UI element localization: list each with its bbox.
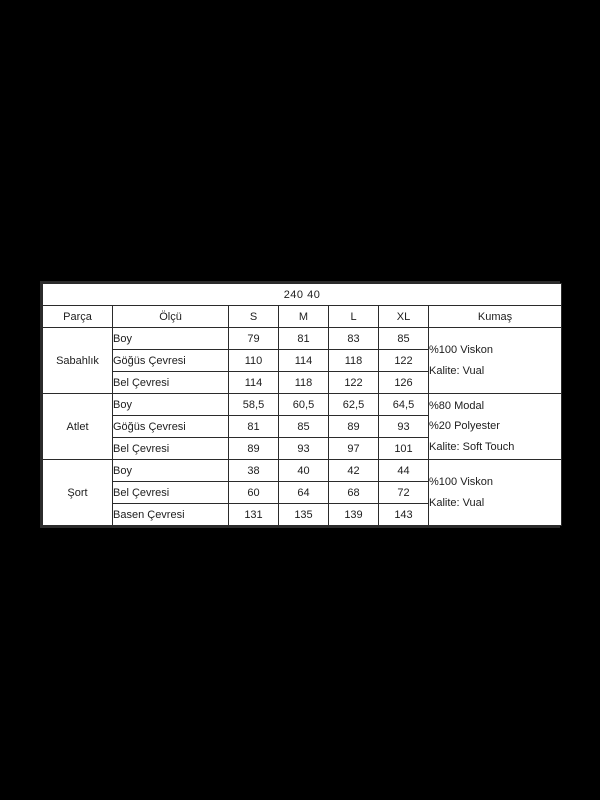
table-row (43, 394, 562, 416)
value-s: 89 (229, 438, 279, 460)
value-l: 42 (329, 460, 379, 482)
measure-label: Boy (113, 460, 229, 482)
header-size-m: M (279, 306, 329, 328)
value-l: 62,5 (329, 394, 379, 416)
value-xl: 93 (379, 416, 429, 438)
value-l: 118 (329, 350, 379, 372)
value-xl: 72 (379, 482, 429, 504)
value-l: 68 (329, 482, 379, 504)
fabric-line: Kalite: Vual (429, 364, 485, 377)
value-xl: 64,5 (379, 394, 429, 416)
header-size-l: L (329, 306, 379, 328)
value-m: 114 (279, 350, 329, 372)
header-fabric: Kumaş (429, 306, 562, 328)
value-s: 58,5 (229, 394, 279, 416)
measure-label: Göğüs Çevresi (113, 350, 229, 372)
table-title-row (43, 284, 562, 306)
value-l: 139 (329, 504, 379, 526)
value-s: 114 (229, 372, 279, 394)
measure-label: Bel Çevresi (113, 372, 229, 394)
size-chart-table (42, 283, 562, 526)
value-xl: 143 (379, 504, 429, 526)
fabric-info-0 (429, 328, 562, 394)
value-l: 83 (329, 328, 379, 350)
fabric-line: Kalite: Vual (429, 496, 485, 509)
value-xl: 122 (379, 350, 429, 372)
value-m: 135 (279, 504, 329, 526)
value-s: 38 (229, 460, 279, 482)
value-l: 97 (329, 438, 379, 460)
value-l: 89 (329, 416, 379, 438)
fabric-info-1 (429, 394, 562, 460)
value-s: 81 (229, 416, 279, 438)
header-part: Parça (43, 306, 113, 328)
fabric-line: %100 Viskon (429, 344, 494, 357)
fabric-line: %20 Polyester (429, 420, 500, 433)
value-m: 85 (279, 416, 329, 438)
fabric-line: Kalite: Soft Touch (429, 440, 515, 453)
table-row (43, 460, 562, 482)
fabric-line: %100 Viskon (429, 476, 494, 489)
value-s: 60 (229, 482, 279, 504)
value-xl: 44 (379, 460, 429, 482)
group-name-2: Şort (43, 460, 113, 526)
measure-label: Boy (113, 394, 229, 416)
value-m: 81 (279, 328, 329, 350)
value-xl: 85 (379, 328, 429, 350)
value-m: 60,5 (279, 394, 329, 416)
group-name-0: Sabahlık (43, 328, 113, 394)
value-xl: 126 (379, 372, 429, 394)
value-xl: 101 (379, 438, 429, 460)
measure-label: Boy (113, 328, 229, 350)
value-m: 40 (279, 460, 329, 482)
value-m: 93 (279, 438, 329, 460)
header-measure: Ölçü (113, 306, 229, 328)
value-s: 110 (229, 350, 279, 372)
measure-label: Basen Çevresi (113, 504, 229, 526)
value-s: 79 (229, 328, 279, 350)
measure-label: Bel Çevresi (113, 482, 229, 504)
table-row (43, 328, 562, 350)
header-size-xl: XL (379, 306, 429, 328)
size-chart-sheet (40, 281, 560, 528)
table-header-row (43, 306, 562, 328)
group-name-1: Atlet (43, 394, 113, 460)
product-code-title: 240 40 (43, 284, 562, 306)
value-m: 118 (279, 372, 329, 394)
value-s: 131 (229, 504, 279, 526)
measure-label: Bel Çevresi (113, 438, 229, 460)
fabric-info-2 (429, 460, 562, 526)
header-size-s: S (229, 306, 279, 328)
value-l: 122 (329, 372, 379, 394)
value-m: 64 (279, 482, 329, 504)
fabric-line: %80 Modal (429, 399, 485, 412)
measure-label: Göğüs Çevresi (113, 416, 229, 438)
